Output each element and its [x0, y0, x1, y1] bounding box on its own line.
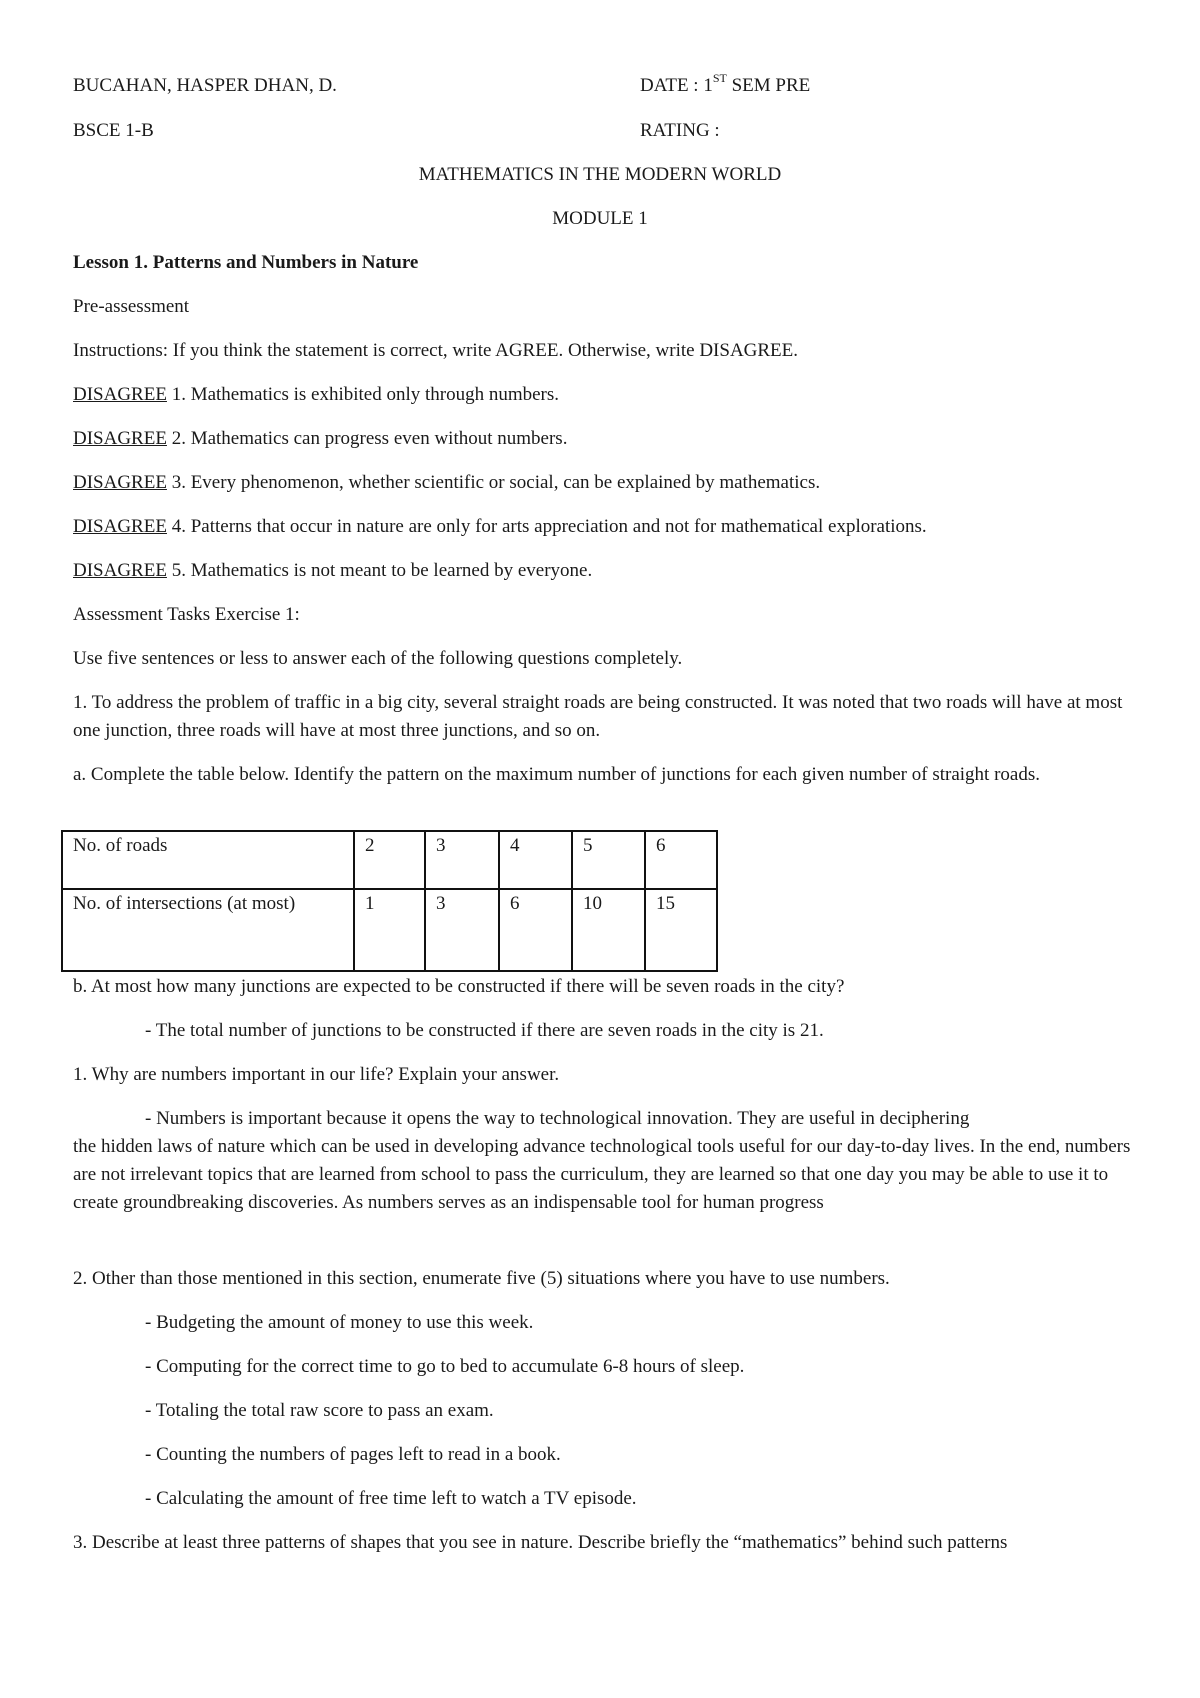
answer-numbers-first-line: - Numbers is important because it opens the way to technological innovation. They are useful in deciphering: [145, 1108, 970, 1129]
question-2: 2. Other than those mentioned in this section, enumerate five (5) situations where you have to use numbers.: [73, 1268, 890, 1289]
course-title: MATHEMATICS IN THE MODERN WORLD: [418, 164, 782, 185]
table-cell: 1: [354, 889, 425, 971]
pre-assessment-item: [73, 425, 567, 453]
item-text: 3. Every phenomenon, whether scientific or social, can be explained by mathematics.: [166, 472, 821, 493]
pre-assessment-instructions: Instructions: If you think the statement is correct, write AGREE. Otherwise, write DISAGREE.: [73, 340, 799, 361]
assessment-heading: Assessment Tasks Exercise 1:: [73, 604, 300, 625]
table-cell: No. of roads: [62, 831, 354, 889]
question-1a: a. Complete the table below. Identify the pattern on the maximum number of junctions for each given number of straight roads.: [73, 764, 1040, 785]
date-superscript: ST: [712, 70, 727, 85]
pre-assessment-item: [73, 513, 927, 541]
table-row: [62, 889, 717, 971]
item-answer: DISAGREE: [73, 472, 167, 493]
table-cell: 6: [499, 889, 572, 971]
item-text: 5. Mathematics is not meant to be learned by everyone.: [166, 560, 593, 581]
table-row: [62, 831, 717, 889]
answer-numbers-continued: the hidden laws of nature which can be used in developing advance technological tools useful for our day-to-day lives. In the end, numbers are not irrelevant topics that are learned from school to pass the curriculum, they are learned so that one day you may be able to use it to create groundbreaking discoveries. As numbers serves as an indispensable tool for human progress: [73, 1136, 1131, 1213]
question-1: 1. To address the problem of traffic in a big city, several straight roads are being constructed. It was noted that two roads will have at most one junction, three roads will have at most three junctions, and so on.: [73, 692, 1123, 741]
item-answer: DISAGREE: [73, 428, 167, 449]
table-cell: 6: [645, 831, 717, 889]
pre-assessment-heading: Pre-assessment: [73, 296, 190, 317]
assessment-instruction: Use five sentences or less to answer each of the following questions completely.: [73, 648, 683, 669]
table-cell: 10: [572, 889, 645, 971]
item-answer: DISAGREE: [73, 560, 167, 581]
rating-label: RATING :: [640, 120, 720, 141]
pre-assessment-item: [73, 469, 820, 497]
date-label: DATE : 1: [640, 75, 713, 96]
item-text: 2. Mathematics can progress even without numbers.: [166, 428, 568, 449]
answer-2-item: - Totaling the total raw score to pass an exam.: [145, 1400, 494, 1421]
lesson-title: Lesson 1. Patterns and Numbers in Nature: [73, 252, 419, 273]
item-answer: DISAGREE: [73, 516, 167, 537]
question-numbers: 1. Why are numbers important in our life? Explain your answer.: [73, 1064, 560, 1085]
date-field: [640, 72, 810, 100]
pre-assessment-item: [73, 381, 559, 409]
item-text: 4. Patterns that occur in nature are only for arts appreciation and not for mathematical explorations.: [166, 516, 927, 537]
item-answer: DISAGREE: [73, 384, 167, 405]
student-section: BSCE 1-B: [73, 120, 154, 141]
table-cell: No. of intersections (at most): [62, 889, 354, 971]
question-1b: b. At most how many junctions are expected to be constructed if there will be seven roads in the city?: [73, 976, 845, 997]
answer-1b: - The total number of junctions to be constructed if there are seven roads in the city is 21.: [145, 1020, 824, 1041]
answer-2-item: - Calculating the amount of free time left to watch a TV episode.: [145, 1488, 637, 1509]
date-suffix: SEM PRE: [726, 75, 811, 96]
roads-junctions-table: [61, 830, 718, 972]
module-title: MODULE 1: [552, 208, 648, 229]
table-cell: 2: [354, 831, 425, 889]
table-cell: 3: [425, 889, 499, 971]
table-cell: 5: [572, 831, 645, 889]
item-text: 1. Mathematics is exhibited only through numbers.: [166, 384, 560, 405]
table-cell: 15: [645, 889, 717, 971]
question-3: 3. Describe at least three patterns of shapes that you see in nature. Describe briefly the “mathematics” behind such patterns: [73, 1532, 1008, 1553]
table-cell: 4: [499, 831, 572, 889]
student-name: BUCAHAN, HASPER DHAN, D.: [73, 75, 337, 96]
pre-assessment-item: [73, 557, 592, 585]
answer-2-item: - Counting the numbers of pages left to read in a book.: [145, 1444, 561, 1465]
table-cell: 3: [425, 831, 499, 889]
answer-2-item: - Budgeting the amount of money to use this week.: [145, 1312, 534, 1333]
answer-2-item: - Computing for the correct time to go to bed to accumulate 6-8 hours of sleep.: [145, 1356, 745, 1377]
